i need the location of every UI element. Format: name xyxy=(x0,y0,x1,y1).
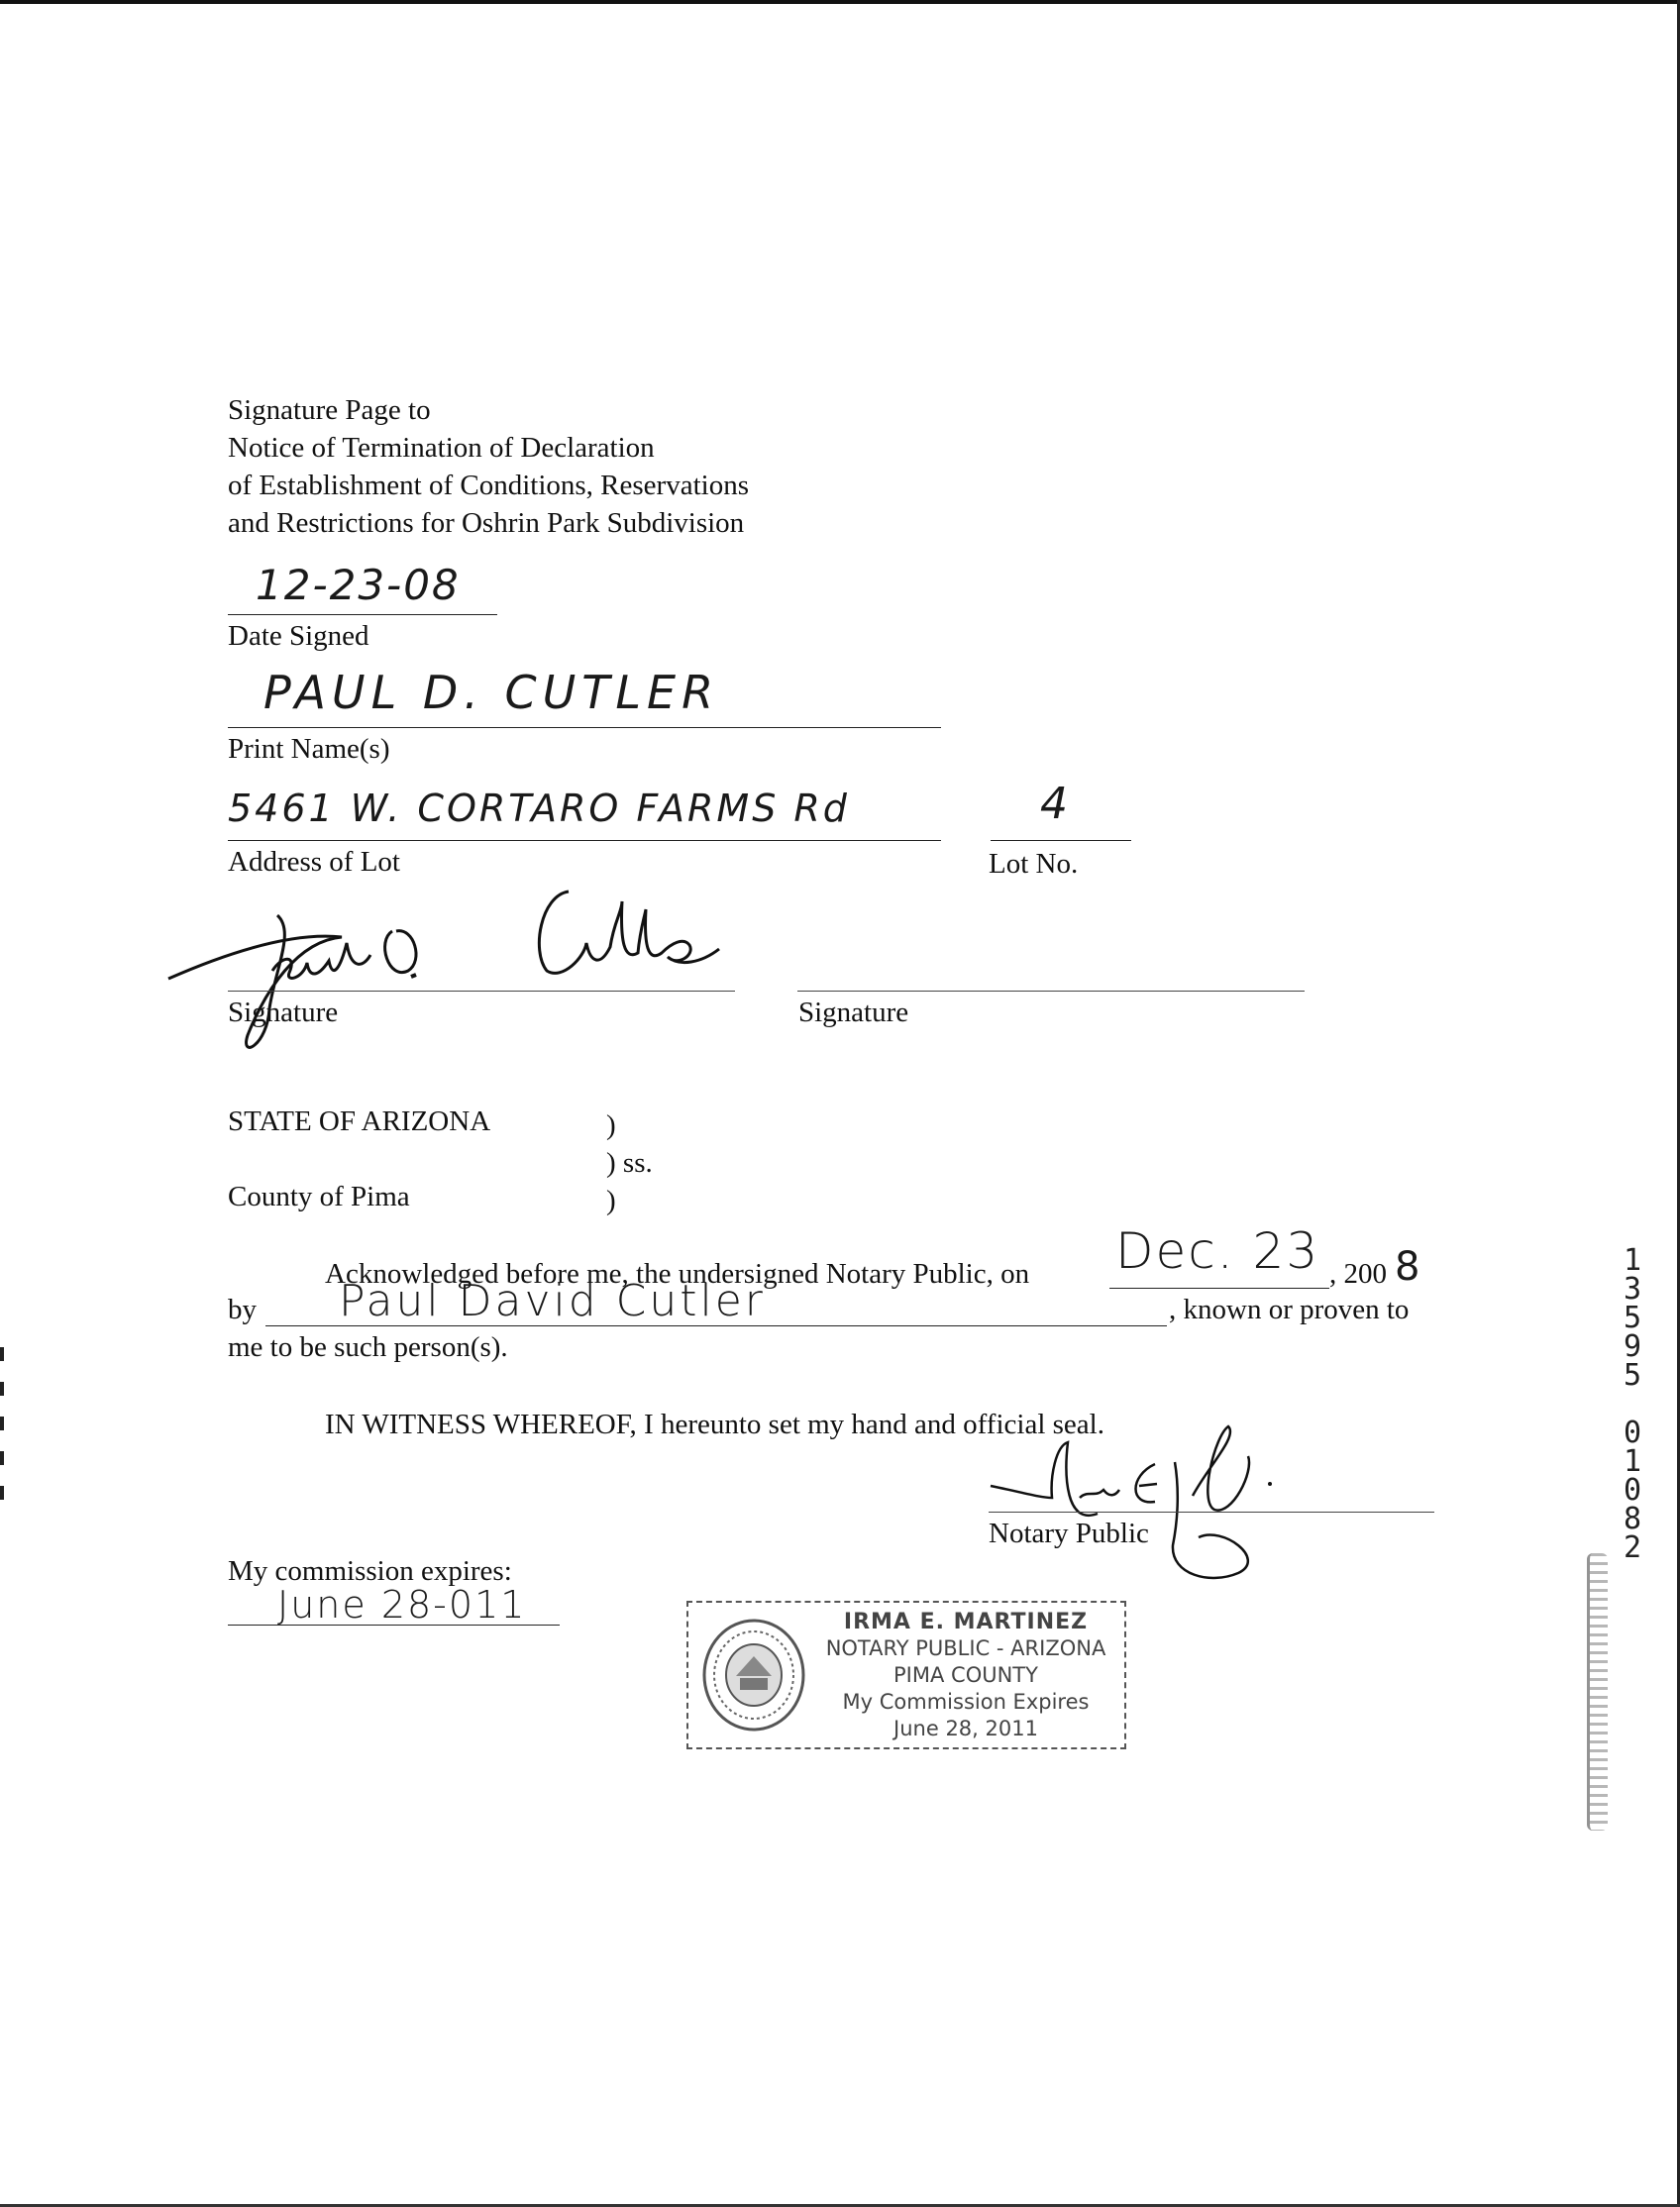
venue-paren-1: ) xyxy=(606,1109,616,1141)
notary-signature-line xyxy=(989,1512,1434,1513)
ack-line-1: Acknowledged before me, the undersigned Notary Public, on xyxy=(325,1258,1030,1290)
lot-no-value: 4 xyxy=(1040,779,1068,829)
owner-signature-drawing xyxy=(158,872,753,1060)
scan-left-mark xyxy=(0,1486,4,1500)
scan-left-mark xyxy=(0,1451,4,1465)
right-margin-mark xyxy=(1587,1553,1608,1831)
ack-name-line xyxy=(265,1325,1167,1326)
venue-ss: ) ss. xyxy=(606,1147,653,1179)
header-line-3: of Establishment of Conditions, Reservations xyxy=(228,470,749,501)
signature-2-line xyxy=(797,991,1305,992)
ack-by-label: by xyxy=(228,1294,257,1325)
lot-no-label: Lot No. xyxy=(989,848,1079,880)
print-name-value: PAUL D. CUTLER xyxy=(263,666,720,719)
address-label: Address of Lot xyxy=(228,846,400,878)
ack-date-line xyxy=(1109,1288,1329,1289)
witness-text: IN WITNESS WHEREOF, I hereunto set my hand and official seal. xyxy=(325,1409,1104,1440)
date-signed-label: Date Signed xyxy=(228,620,369,652)
venue-paren-3: ) xyxy=(606,1185,616,1216)
state-seal-icon xyxy=(700,1617,807,1734)
venue-county: County of Pima xyxy=(228,1181,410,1212)
commission-line xyxy=(228,1625,560,1626)
ack-year-suffix: 8 xyxy=(1395,1244,1420,1290)
print-name-label: Print Name(s) xyxy=(228,733,390,765)
commission-value: June 28-011 xyxy=(277,1583,527,1627)
notary-public-label: Notary Public xyxy=(989,1518,1149,1549)
ack-date-value: Dec. 23 xyxy=(1115,1222,1320,1280)
address-value: 5461 W. CORTARO FARMS Rd xyxy=(228,787,850,830)
print-name-line xyxy=(228,727,941,728)
stamp-expires-label: My Commission Expires xyxy=(842,1690,1090,1714)
ack-line-3: me to be such person(s). xyxy=(228,1331,508,1363)
header-line-1: Signature Page to xyxy=(228,394,431,426)
stamp-county: PIMA COUNTY xyxy=(893,1663,1038,1687)
notary-stamp xyxy=(686,1601,1126,1749)
stamp-name: IRMA E. MARTINEZ xyxy=(843,1610,1089,1634)
address-line xyxy=(228,840,941,841)
venue-state: STATE OF ARIZONA xyxy=(228,1105,491,1137)
scan-left-mark xyxy=(0,1382,4,1396)
signature-2-label: Signature xyxy=(798,997,909,1028)
stamp-text-block xyxy=(812,1609,1119,1742)
stamp-expires-date: June 28, 2011 xyxy=(893,1717,1038,1740)
stamp-title: NOTARY PUBLIC - ARIZONA xyxy=(825,1636,1106,1660)
header-line-4: and Restrictions for Oshrin Park Subdivision xyxy=(228,507,745,539)
date-signed-value: 12-23-08 xyxy=(256,561,461,609)
notary-signature-drawing xyxy=(981,1407,1377,1595)
header-line-2: Notice of Termination of Declaration xyxy=(228,432,655,464)
signature-1-label: Signature xyxy=(228,997,339,1028)
commission-label: My commission expires: xyxy=(228,1555,512,1587)
scan-left-mark xyxy=(0,1417,4,1430)
ack-year-prefix: , 200 xyxy=(1329,1258,1387,1290)
recording-number-text: 1 3 5 9 5 0 1 0 8 2 xyxy=(1623,1243,1642,1565)
date-signed-line xyxy=(228,614,497,615)
ack-name-value: Paul David Cutler xyxy=(339,1276,766,1326)
ack-known-text: , known or proven to xyxy=(1169,1294,1410,1325)
lot-no-line xyxy=(991,840,1131,841)
signature-1-line xyxy=(228,991,735,992)
recording-number xyxy=(1613,1243,1652,1565)
scan-left-mark xyxy=(0,1347,4,1361)
scan-top-edge xyxy=(0,0,1680,4)
